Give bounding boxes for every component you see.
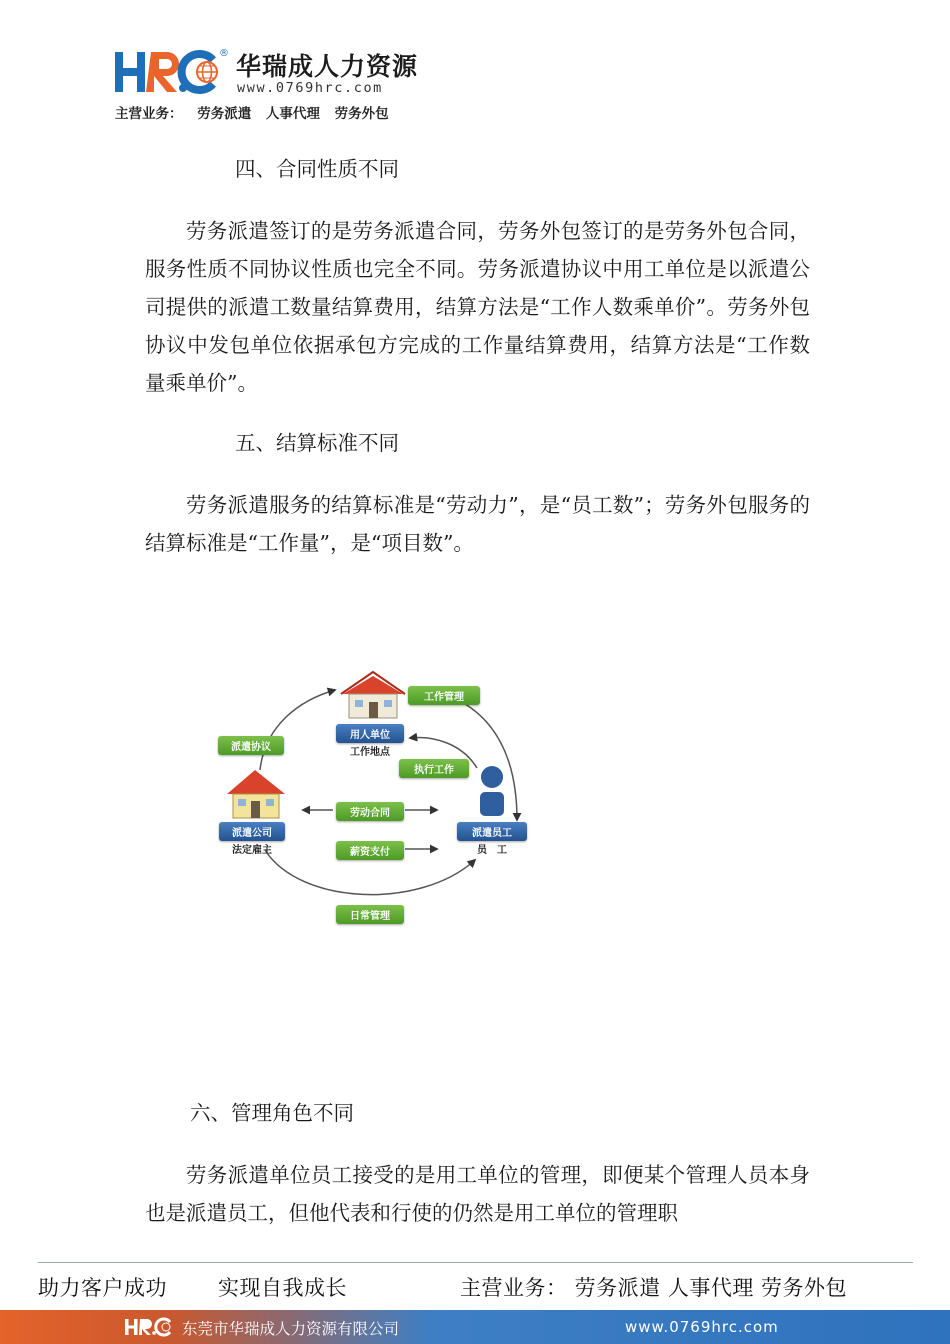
footer-bar <box>0 1310 950 1344</box>
section-heading-6: 六、管理角色不同 <box>190 1101 354 1125</box>
header-services <box>115 102 399 122</box>
footer-slogan-2: 实现自我成长 <box>218 1276 347 1300</box>
header-service-item: 劳务派遣 <box>197 106 252 122</box>
tag-dispatch-agreement: 派遣协议 <box>218 736 284 755</box>
employer-house-icon <box>341 672 405 718</box>
diagram-graphics <box>205 660 545 935</box>
tag-labor-contract: 劳动合同 <box>336 802 404 821</box>
footer-url[interactable]: www.0769hrc.com <box>625 1318 779 1336</box>
employee-sublabel: 员 工 <box>477 845 507 856</box>
section-heading-4: 四、合同性质不同 <box>235 157 399 181</box>
section-paragraph-5: 劳务派遣服务的结算标准是“劳动力”，是“员工数”；劳务外包服务的结算标准是“工作量”，是“项目数”。 <box>145 493 810 555</box>
section-paragraph-6: 劳务派遣单位员工接受的是用工单位的管理，即便某个管理人员本身也是派遣员工，但他代表和行使的仍然是用工单位的管理职 <box>145 1163 810 1225</box>
registered-mark: ® <box>219 48 229 59</box>
employee-person-icon <box>480 766 504 816</box>
arrow-agency-to-employer <box>260 690 335 770</box>
footer-services: 主营业务： 劳务派遣 人事代理 劳务外包 <box>460 1276 848 1300</box>
tag-work-management: 工作管理 <box>408 686 480 705</box>
section-paragraph-4: 劳务派遣签订的是劳务派遣合同，劳务外包签订的是劳务外包合同，服务性质不同协议性质也完全不同。劳务派遣协议中用工单位是以派遣公司提供的派遣工数量结算费用，结算方法是“工作人数乘单价”。劳务外包协议中发包单位依据承包方完成的工作量结算费用，结算方法是“工作数量乘单价”。 <box>145 219 810 395</box>
agency-house-icon <box>227 770 285 818</box>
footer-company-name: 东莞市华瑞成人力资源有限公司 <box>182 1320 400 1338</box>
brand-url: www.0769hrc.com <box>237 80 383 96</box>
hrc-logo <box>113 46 231 98</box>
tag-execute-work: 执行工作 <box>399 759 469 778</box>
footer-slogan-1: 助力客户成功 <box>38 1276 167 1300</box>
footer-divider <box>38 1262 913 1263</box>
header-services-prefix: 主营业务： <box>115 106 183 122</box>
employee-label: 派遣员工 <box>457 822 527 841</box>
header-service-item: 劳务外包 <box>334 106 389 122</box>
agency-label: 派遣公司 <box>219 822 285 841</box>
agency-sublabel: 法定雇主 <box>232 845 272 856</box>
employer-sublabel: 工作地点 <box>350 747 390 758</box>
tag-daily-management: 日常管理 <box>336 905 404 924</box>
section-heading-5: 五、结算标准不同 <box>235 431 399 455</box>
footer-hrc-logo <box>124 1316 174 1338</box>
dispatch-relationship-diagram <box>205 660 545 935</box>
brand-name: 华瑞成人力资源 <box>236 52 419 81</box>
employer-label: 用人单位 <box>336 724 404 743</box>
tag-salary-payment: 薪资支付 <box>336 841 404 860</box>
page-header <box>113 44 433 124</box>
header-service-item: 人事代理 <box>265 106 320 122</box>
